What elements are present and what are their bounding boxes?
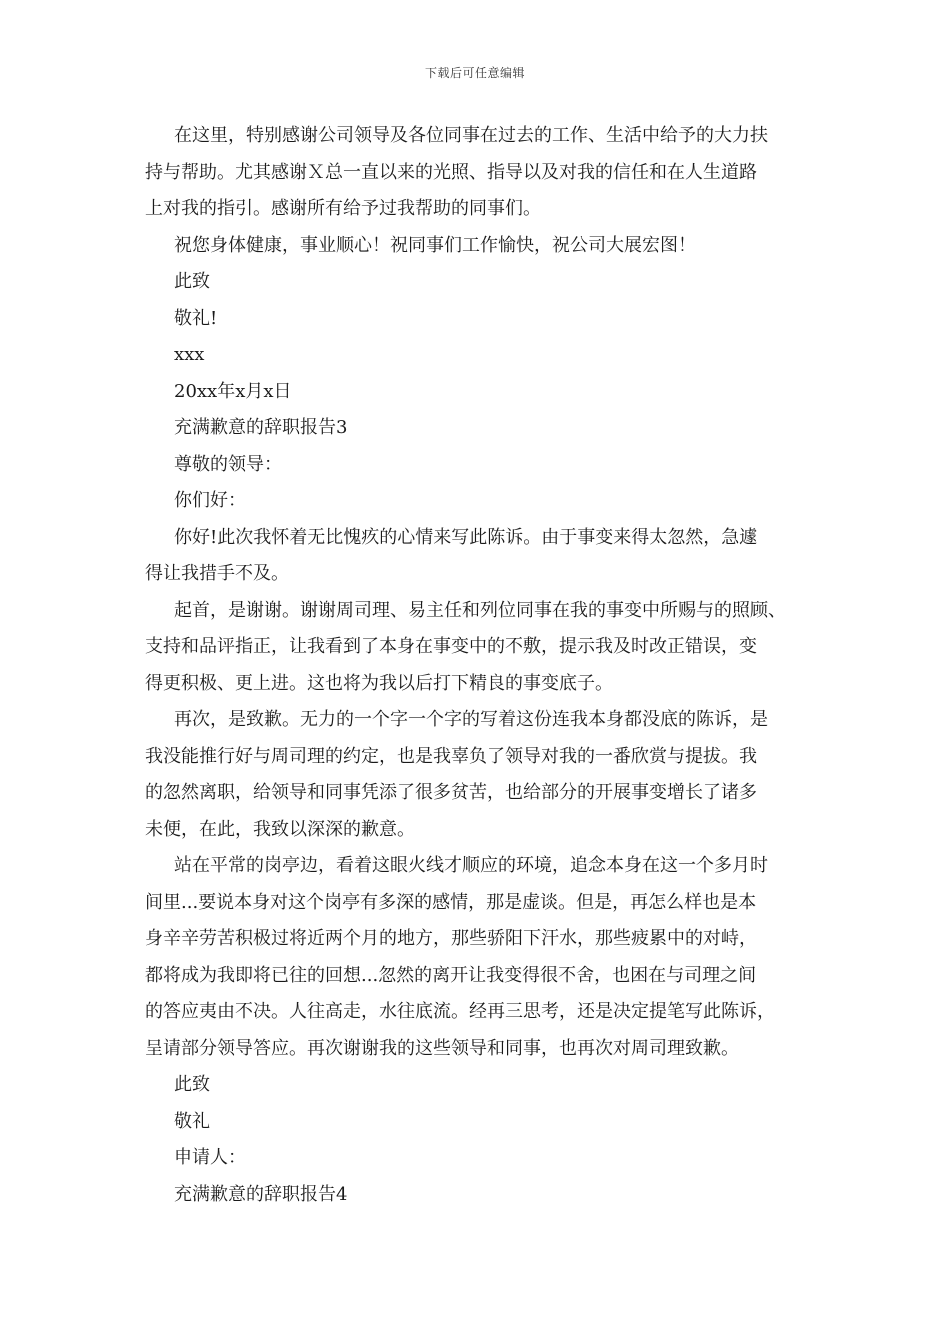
text-line: xxx: [174, 344, 205, 365]
text-line: 身辛辛劳苦积极过将近两个月的地方，那些骄阳下汗水，那些疲累中的对峙，: [145, 928, 757, 949]
text-line: 都将成为我即将已往的回想...忽然的离开让我变得很不舍，也困在与司理之间: [145, 964, 757, 986]
text-line: 站在平常的岗亭边，看着这眼火线才顺应的环境，追念本身在这一个多月时: [174, 855, 768, 876]
text-line: 呈请部分领导答应。再次谢谢我的这些领导和同事，也再次对周司理致歉。: [145, 1037, 739, 1059]
paragraph: [145, 337, 810, 374]
text-line: 你们好：: [174, 490, 246, 511]
text-line: 间里...要说本身对这个岗亭有多深的感情，那是虚谈。但是，再怎么样也是本: [145, 891, 757, 913]
text-line: 20xx年x月x日: [174, 380, 292, 402]
text-line: 充满歉意的辞职报告4: [174, 1183, 348, 1205]
text-line: 敬礼!: [174, 307, 218, 329]
text-line: 起首，是谢谢。谢谢周司理、易主任和列位同事在我的事变中所赐与的照顾、: [174, 599, 786, 621]
text-line: 此致: [174, 271, 210, 292]
paragraph: [145, 848, 810, 1067]
text-line: 再次，是致歉。无力的一个字一个字的写着这份连我本身都没底的陈诉，是: [174, 709, 768, 730]
text-line: 得让我措手不及。: [145, 563, 289, 584]
paragraph: [145, 118, 810, 228]
paragraph: [145, 1177, 810, 1214]
text-line: 支持和品评指正，让我看到了本身在事变中的不敷，提示我及时改正错误，变: [145, 636, 757, 657]
paragraph: [145, 483, 810, 520]
text-line: 祝您身体健康，事业顺心！祝同事们工作愉快，祝公司大展宏图！: [174, 234, 696, 256]
text-line: 申请人：: [174, 1147, 246, 1168]
page-header: 下载后可任意编辑: [424, 66, 525, 80]
text-line: 的忽然离职，给领导和同事凭添了很多贫苦，也给部分的开展事变增长了诸多: [145, 782, 757, 803]
paragraph: [145, 1104, 810, 1141]
text-line: 敬礼: [174, 1110, 210, 1132]
text-line: 在这里，特别感谢公司领导及各位同事在过去的工作、生活中给予的大力扶: [174, 125, 768, 146]
paragraph: [145, 447, 810, 484]
text-line: 尊敬的领导：: [174, 453, 282, 475]
text-line: 上对我的指引。感谢所有给予过我帮助的同事们。: [145, 198, 541, 219]
paragraph: [145, 410, 810, 447]
text-line: 你好!此次我怀着无比愧疚的心情来写此陈诉。由于事变来得太忽然，急遽: [174, 526, 758, 548]
paragraph: [145, 301, 810, 338]
paragraph: [145, 264, 810, 301]
paragraph: [145, 520, 810, 593]
text-line: 的答应夷由不决。人往高走，水往底流。经再三思考，还是决定提笔写此陈诉，: [145, 1001, 775, 1022]
text-line: 未便，在此，我致以深深的歉意。: [145, 818, 415, 840]
document-body: [145, 118, 810, 1213]
text-line: 此致: [174, 1074, 210, 1095]
text-line: 我没能推行好与周司理的约定，也是我辜负了领导对我的一番欣赏与提拔。我: [145, 745, 757, 767]
text-line: 持与帮助。尤其感谢Ｘ总一直以来的光照、指导以及对我的信任和在人生道路: [145, 161, 757, 183]
paragraph: [145, 374, 810, 411]
paragraph: [145, 1067, 810, 1104]
paragraph: [145, 228, 810, 265]
paragraph: [145, 593, 810, 703]
text-line: 得更积极、更上进。这也将为我以后打下精良的事变底子。: [145, 672, 613, 694]
text-line: 充满歉意的辞职报告3: [174, 417, 348, 438]
paragraph: [145, 1140, 810, 1177]
paragraph: [145, 702, 810, 848]
